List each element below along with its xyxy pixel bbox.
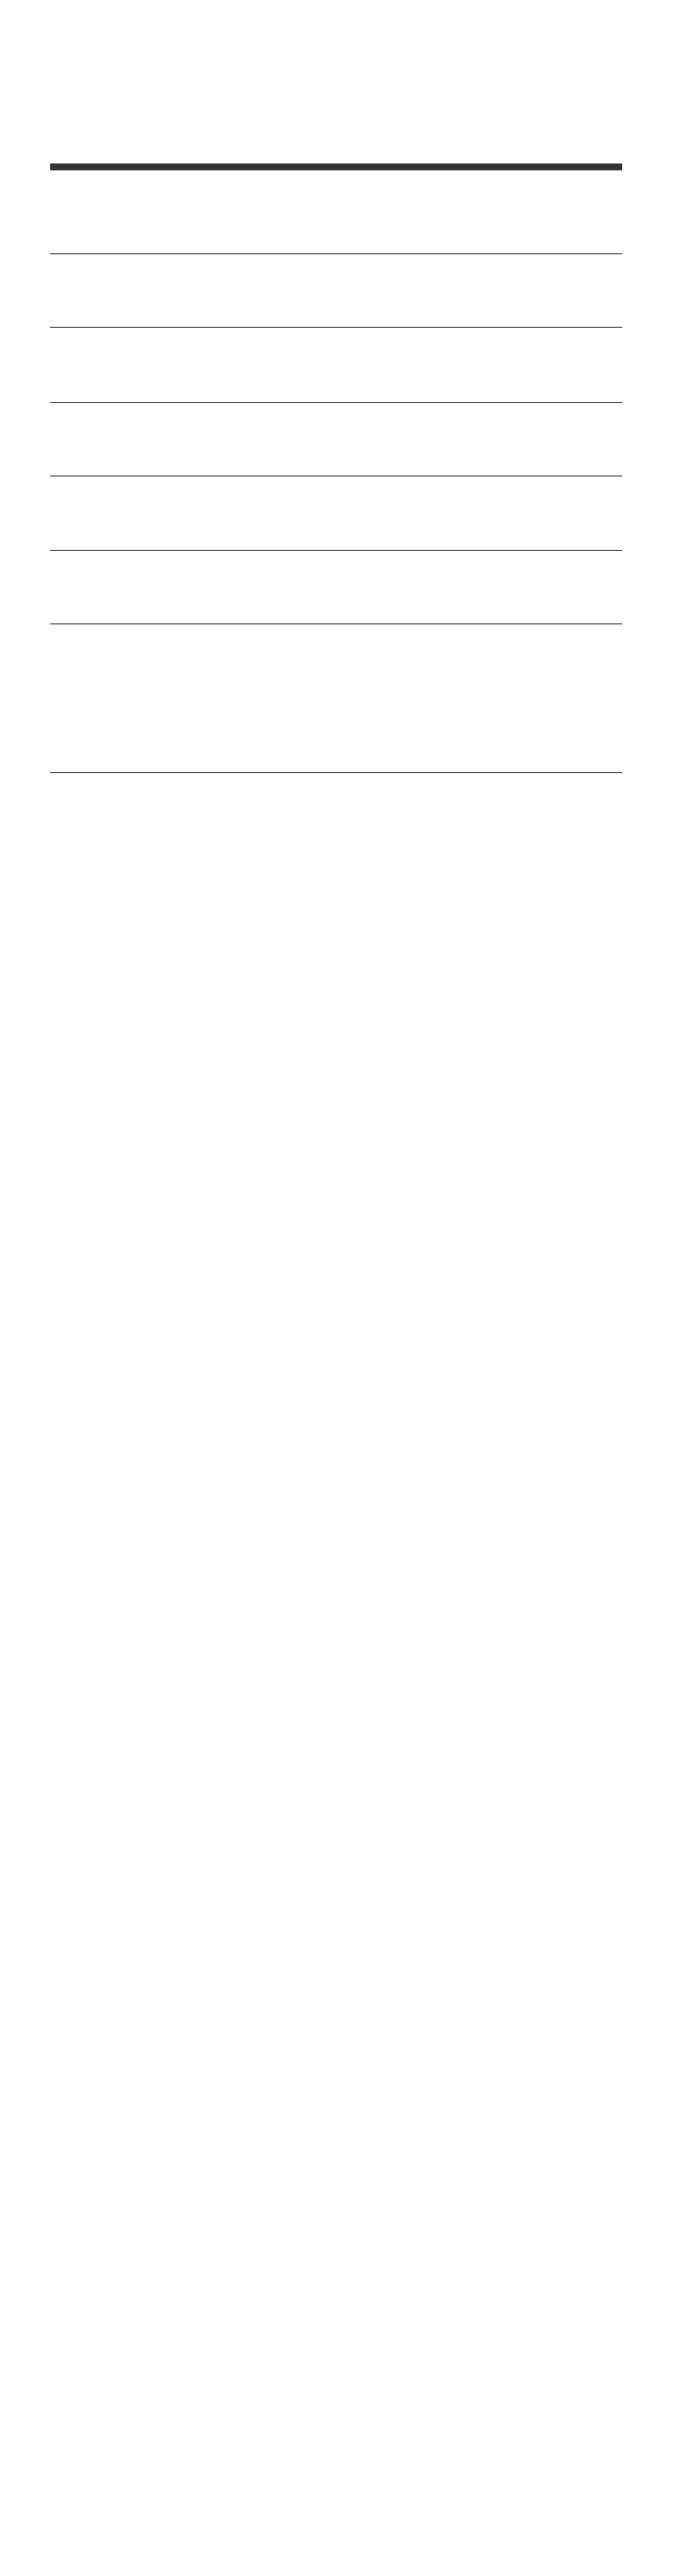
info-row-manufacture-date xyxy=(50,476,622,550)
divider xyxy=(50,772,622,773)
info-row-seller xyxy=(50,254,622,327)
info-row-warranty xyxy=(50,551,622,623)
info-row-material xyxy=(50,170,622,253)
info-row-as-policy xyxy=(50,624,622,772)
title-divider xyxy=(50,163,622,170)
info-row-manufacturer xyxy=(50,328,622,402)
info-row-country xyxy=(50,403,622,476)
